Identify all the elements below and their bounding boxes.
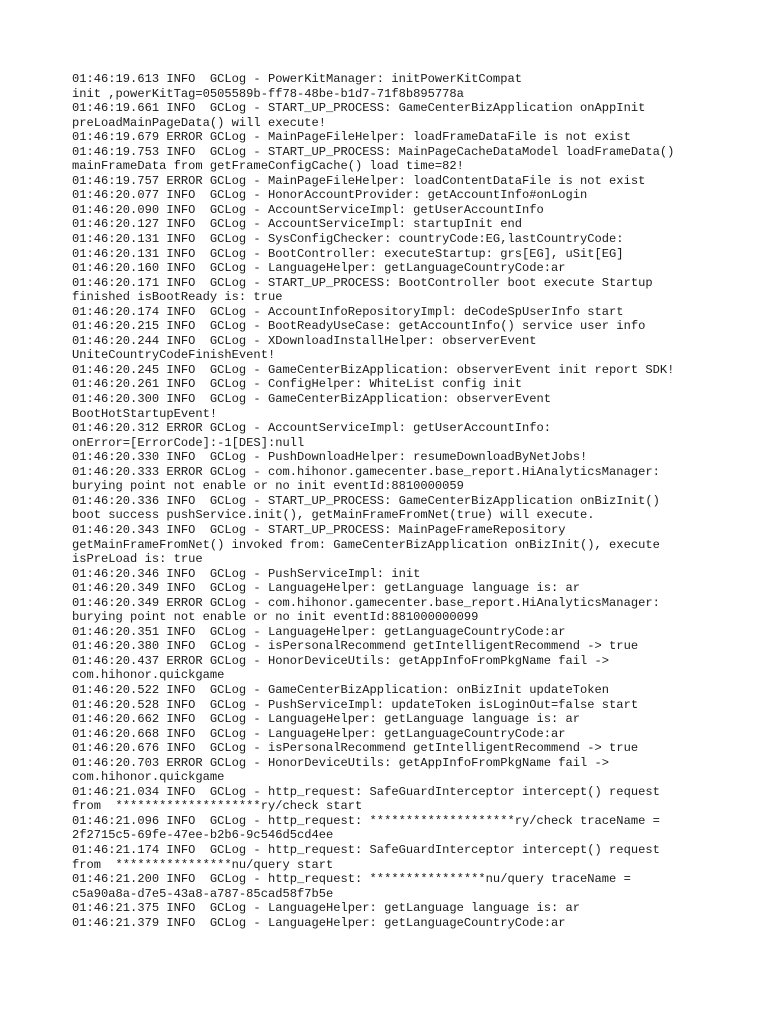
log-line: 01:46:19.661 INFO GCLog - START_UP_PROCESS: GameCenterBizApplication onAppInit (72, 101, 646, 116)
log-line: 01:46:20.336 INFO GCLog - START_UP_PROCESS: GameCenterBizApplication onBizInit() (72, 493, 660, 508)
log-line: mainFrameData from getFrameConfigCache() load time=82! (72, 159, 464, 174)
log-line: 01:46:19.757 ERROR GCLog - MainPageFileHelper: loadContentDataFile is not exist (72, 173, 646, 188)
log-line: 01:46:20.528 INFO GCLog - PushServiceImpl: updateToken isLoginOut=false start (72, 697, 639, 712)
log-line: 01:46:20.312 ERROR GCLog - AccountServiceImpl: getUserAccountInfo: (72, 421, 551, 436)
log-line: 01:46:20.330 INFO GCLog - PushDownloadHelper: resumeDownloadByNetJobs! (72, 450, 588, 465)
log-line: 01:46:19.613 INFO GCLog - PowerKitManager: initPowerKitCompat (72, 72, 522, 86)
log-line: isPreLoad is: true (72, 552, 203, 567)
log-line: UniteCountryCodeFinishEvent! (72, 348, 276, 363)
log-line: 01:46:20.174 INFO GCLog - AccountInfoRepositoryImpl: deCodeSpUserInfo start (72, 304, 624, 319)
log-line: 01:46:21.174 INFO GCLog - http_request: SafeGuardInterceptor intercept() request (72, 842, 660, 857)
log-line: 01:46:20.343 INFO GCLog - START_UP_PROCESS: MainPageFrameRepository (72, 522, 566, 537)
log-line: 01:46:20.300 INFO GCLog - GameCenterBizApplication: observerEvent (72, 392, 551, 407)
log-line: 01:46:20.703 ERROR GCLog - HonorDeviceUtils: getAppInfoFromPkgName fail -> (72, 755, 610, 770)
log-line: 01:46:21.375 INFO GCLog - LanguageHelper: getLanguage language is: ar (72, 901, 581, 916)
log-line: onError=[ErrorCode]:-1[DES]:null (72, 435, 305, 450)
log-line: 01:46:20.261 INFO GCLog - ConfigHelper: WhiteList config init (72, 377, 522, 392)
log-line: 01:46:21.034 INFO GCLog - http_request: SafeGuardInterceptor intercept() request (72, 784, 660, 799)
log-line: 01:46:20.131 INFO GCLog - SysConfigChecker: countryCode:EG,lastCountryCode: (72, 232, 624, 247)
log-line: boot success pushService.init(), getMainFrameFromNet(true) will execute. (72, 508, 595, 523)
log-line: 01:46:20.077 INFO GCLog - HonorAccountProvider: getAccountInfo#onLogin (72, 188, 588, 203)
log-line: 01:46:20.351 INFO GCLog - LanguageHelper: getLanguageCountryCode:ar (72, 624, 566, 639)
log-line: 01:46:20.349 INFO GCLog - LanguageHelper: getLanguage language is: ar (72, 581, 581, 596)
log-line: 01:46:20.522 INFO GCLog - GameCenterBizApplication: onBizInit updateToken (72, 682, 610, 697)
log-line: 01:46:21.200 INFO GCLog - http_request: ****************nu/query traceName = (72, 872, 631, 887)
log-line: 01:46:20.160 INFO GCLog - LanguageHelper: getLanguageCountryCode:ar (72, 261, 566, 276)
log-line: 01:46:20.380 INFO GCLog - isPersonalRecommend getIntelligentRecommend -> true (72, 639, 639, 654)
log-line: burying point not enable or no init eventId:881000000099 (72, 610, 479, 625)
log-line: 01:46:20.437 ERROR GCLog - HonorDeviceUtils: getAppInfoFromPkgName fail -> (72, 653, 610, 668)
log-line: 01:46:20.171 INFO GCLog - START_UP_PROCESS: BootController boot execute Startup (72, 275, 653, 290)
log-line: 01:46:20.245 INFO GCLog - GameCenterBizApplication: observerEvent init report SDK! (72, 362, 675, 377)
log-line: 01:46:20.668 INFO GCLog - LanguageHelper: getLanguageCountryCode:ar (72, 726, 566, 741)
log-line: BootHotStartupEvent! (72, 406, 218, 421)
log-line: c5a90a8a-d7e5-43a8-a787-85cad58f7b5e (72, 886, 334, 901)
log-document (72, 72, 732, 930)
log-line: 01:46:20.127 INFO GCLog - AccountServiceImpl: startupInit end (72, 217, 522, 232)
log-line: 01:46:19.679 ERROR GCLog - MainPageFileHelper: loadFrameDataFile is not exist (72, 130, 631, 145)
log-line: 01:46:20.662 INFO GCLog - LanguageHelper: getLanguage language is: ar (72, 712, 581, 727)
log-line: 01:46:20.676 INFO GCLog - isPersonalRecommend getIntelligentRecommend -> true (72, 741, 639, 756)
log-line: finished isBootReady is: true (72, 290, 283, 305)
log-line: 01:46:21.096 INFO GCLog - http_request: ********************ry/check traceName = (72, 813, 660, 828)
log-line: from ********************ry/check start (72, 799, 363, 814)
log-line: com.hihonor.quickgame (72, 770, 225, 785)
log-line: getMainFrameFromNet() invoked from: GameCenterBizApplication onBizInit(), execute (72, 537, 660, 552)
log-line: preLoadMainPageData() will execute! (72, 115, 327, 130)
log-line: 01:46:20.346 INFO GCLog - PushServiceImpl: init (72, 566, 421, 581)
log-line: 01:46:21.379 INFO GCLog - LanguageHelper: getLanguageCountryCode:ar (72, 915, 566, 930)
log-line: from ****************nu/query start (72, 857, 334, 872)
log-line: 01:46:19.753 INFO GCLog - START_UP_PROCESS: MainPageCacheDataModel loadFrameData() (72, 144, 675, 159)
log-line: 01:46:20.090 INFO GCLog - AccountServiceImpl: getUserAccountInfo (72, 202, 544, 217)
log-line: 01:46:20.215 INFO GCLog - BootReadyUseCase: getAccountInfo() service user info (72, 319, 646, 334)
log-line: 01:46:20.333 ERROR GCLog - com.hihonor.gamecenter.base_report.HiAnalyticsManager: (72, 464, 660, 479)
log-line: 2f2715c5-69fe-47ee-b2b6-9c546d5cd4ee (72, 828, 334, 843)
log-line: burying point not enable or no init eventId:8810000059 (72, 479, 464, 494)
log-line: 01:46:20.131 INFO GCLog - BootController: executeStartup: grs[EG], uSit[EG] (72, 246, 624, 261)
log-line: 01:46:20.244 INFO GCLog - XDownloadInstallHelper: observerEvent (72, 333, 537, 348)
log-line: 01:46:20.349 ERROR GCLog - com.hihonor.gamecenter.base_report.HiAnalyticsManager: (72, 595, 660, 610)
log-line: init ,powerKitTag=0505589b-ff78-48be-b1d7-71f8b895778a (72, 86, 464, 101)
log-line: com.hihonor.quickgame (72, 668, 225, 683)
